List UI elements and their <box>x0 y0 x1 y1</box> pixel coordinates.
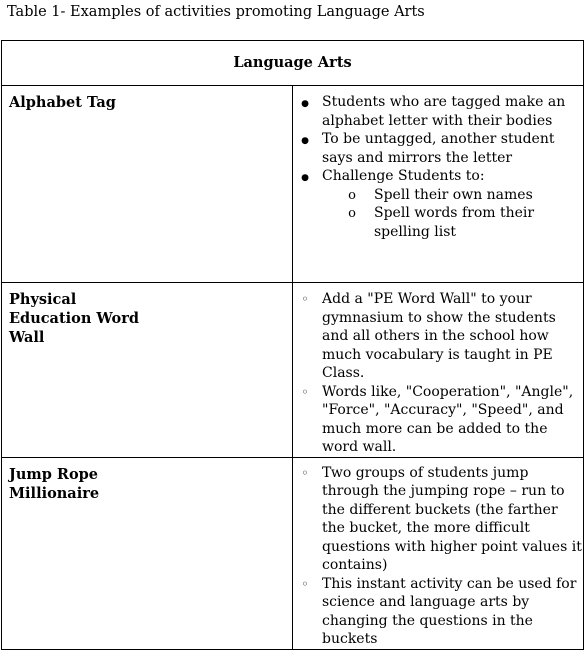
language-arts-table <box>1 40 584 650</box>
list-item: ◦ Words like, "Cooperation", "Angle", "Force", "Accuracy", "Speed", and much more can be added to the word wall. <box>293 383 583 457</box>
small-circle-bullet-icon <box>299 383 311 402</box>
activity-description <box>293 86 584 283</box>
list-item: ◦ Add a "PE Word Wall" to your gymnasium to show the students and all others in the school how much vocabulary is taught in PE Class. <box>293 290 583 383</box>
activity-name-line: Millionaire <box>9 484 100 502</box>
table-row <box>2 86 584 283</box>
list-item: o Spell their own names <box>293 186 583 205</box>
activity-name <box>2 86 293 283</box>
table-caption: Table 1- Examples of activities promoting Language Arts <box>7 4 425 20</box>
small-circle-bullet-icon <box>299 290 311 309</box>
bullet-icon <box>299 167 311 188</box>
circle-bullet-icon <box>346 204 358 224</box>
bullet-list <box>293 464 583 649</box>
list-item: ● To be untagged, another student says and mirrors the letter <box>293 130 583 167</box>
circle-bullet-icon <box>346 186 358 206</box>
table-header: Language Arts <box>2 41 584 86</box>
activity-description <box>293 457 584 649</box>
activity-name <box>2 283 293 458</box>
small-circle-bullet-icon <box>299 575 311 594</box>
activity-description <box>293 283 584 458</box>
list-item: ● Challenge Students to: <box>293 167 583 186</box>
small-circle-bullet-icon <box>299 464 311 483</box>
activity-name-line: Education Word <box>9 310 139 327</box>
list-item: ◦ Two groups of students jump through the jumping rope – run to the different buckets (the farther the bucket, the more difficult questions with higher point values it contains) <box>293 464 583 575</box>
list-item: ● Students who are tagged make an alphabet letter with their bodies <box>293 93 583 130</box>
activity-name-line: Physical <box>9 291 77 308</box>
table-row <box>2 457 584 649</box>
bullet-list <box>293 93 583 186</box>
table-row <box>2 283 584 458</box>
activity-name-line: Wall <box>9 329 45 346</box>
bullet-list <box>293 290 583 457</box>
list-item: ◦ This instant activity can be used for science and language arts by changing the questions in the buckets <box>293 575 583 649</box>
activity-name-line: Alphabet Tag <box>9 94 116 111</box>
bullet-icon <box>299 130 311 151</box>
list-item: o Spell words from their spelling list <box>293 204 583 241</box>
activity-name-line: Jump Rope <box>9 465 99 483</box>
sub-bullet-list <box>293 186 583 242</box>
bullet-icon <box>299 93 311 114</box>
activity-name <box>2 457 293 649</box>
